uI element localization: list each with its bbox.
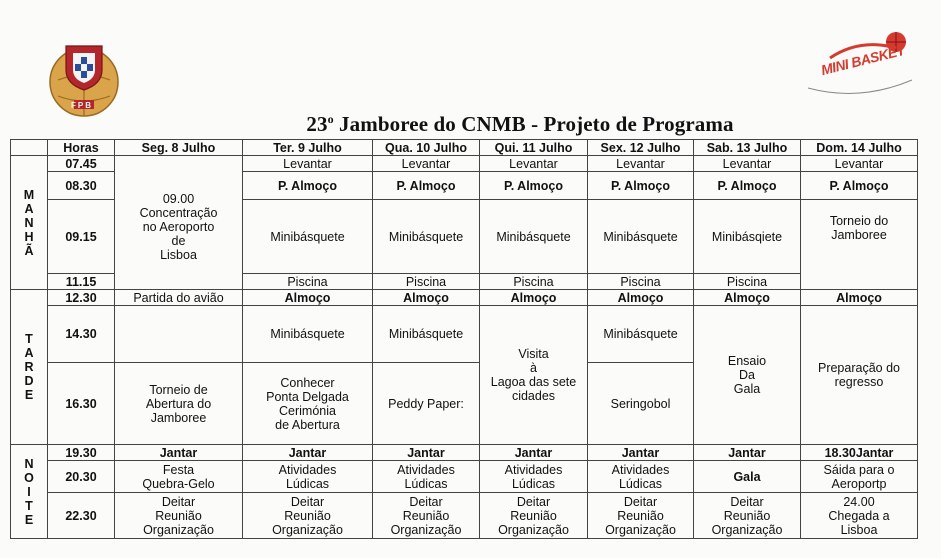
hour-cell: 14.30 bbox=[48, 306, 115, 363]
hour-cell: 22.30 bbox=[48, 493, 115, 539]
cell: Almoço bbox=[588, 290, 694, 306]
table-row bbox=[11, 306, 918, 363]
cell-seg-morning: 09.00 Concentração no Aeroporto de Lisboa bbox=[115, 156, 243, 290]
cell-preparacao: Preparação do regresso bbox=[801, 306, 918, 445]
cell: Almoço bbox=[480, 290, 588, 306]
cell: Almoço bbox=[694, 290, 801, 306]
cell: Piscina bbox=[694, 274, 801, 290]
cell: Deitar Reunião Organização bbox=[373, 493, 480, 539]
hour-cell: 20.30 bbox=[48, 461, 115, 493]
cell-conhecer: Conhecer Ponta Delgada Cerimónia de Abertura bbox=[243, 363, 373, 445]
cell: P. Almoço bbox=[588, 172, 694, 200]
table-row bbox=[11, 156, 918, 172]
cell-empty bbox=[115, 306, 243, 363]
cell-ensaio: Ensaio Da Gala bbox=[694, 306, 801, 445]
hour-cell: 08.30 bbox=[48, 172, 115, 200]
period-tarde bbox=[11, 290, 48, 445]
cell: Levantar bbox=[588, 156, 694, 172]
cell: Deitar Reunião Organização bbox=[588, 493, 694, 539]
period-label-manha: M A N H Ã bbox=[23, 187, 35, 258]
cell: Almoço bbox=[243, 290, 373, 306]
cell: P. Almoço bbox=[480, 172, 588, 200]
table-row bbox=[11, 493, 918, 539]
period-header-empty bbox=[11, 140, 48, 156]
cell: Minibásquete bbox=[373, 200, 480, 274]
cell: Seringobol bbox=[588, 363, 694, 445]
header-ter: Ter. 9 Julho bbox=[243, 140, 373, 156]
hour-cell: 07.45 bbox=[48, 156, 115, 172]
header-seg: Seg. 8 Julho bbox=[115, 140, 243, 156]
cell: Jantar bbox=[115, 445, 243, 461]
hour-cell: 19.30 bbox=[48, 445, 115, 461]
hour-cell: 12.30 bbox=[48, 290, 115, 306]
table-row bbox=[11, 290, 918, 306]
header-qui: Qui. 11 Julho bbox=[480, 140, 588, 156]
cell: Atividades Lúdicas bbox=[243, 461, 373, 493]
header-qua: Qua. 10 Julho bbox=[373, 140, 480, 156]
table-row bbox=[11, 461, 918, 493]
cell: Piscina bbox=[373, 274, 480, 290]
cell: P. Almoço bbox=[801, 172, 918, 200]
cell: Minibásquete bbox=[588, 200, 694, 274]
cell: Levantar bbox=[480, 156, 588, 172]
table-row bbox=[11, 445, 918, 461]
cell: Piscina bbox=[243, 274, 373, 290]
header-sex: Sex. 12 Julho bbox=[588, 140, 694, 156]
period-manha bbox=[11, 156, 48, 290]
cell: Peddy Paper: bbox=[373, 363, 480, 445]
cell: Sáida para o Aeroportp bbox=[801, 461, 918, 493]
cell: Almoço bbox=[373, 290, 480, 306]
cell: Levantar bbox=[694, 156, 801, 172]
cell: Festa Quebra-Gelo bbox=[115, 461, 243, 493]
cell: P. Almoço bbox=[373, 172, 480, 200]
cell: Atividades Lúdicas bbox=[480, 461, 588, 493]
fpb-logo-text: FPB bbox=[71, 101, 93, 110]
cell: Minibásquete bbox=[373, 306, 480, 363]
cell: Deitar Reunião Organização bbox=[694, 493, 801, 539]
period-noite bbox=[11, 445, 48, 539]
program-table bbox=[10, 139, 918, 539]
period-label-noite: N O I T E bbox=[24, 456, 34, 527]
cell: Jantar bbox=[243, 445, 373, 461]
cell: Piscina bbox=[480, 274, 588, 290]
cell: Jantar bbox=[588, 445, 694, 461]
period-label-tarde: T A R D E bbox=[24, 332, 34, 402]
cell: Deitar Reunião Organização bbox=[243, 493, 373, 539]
cell: Minibásquete bbox=[480, 200, 588, 274]
minibasket-logo-text: MINI BASKET bbox=[819, 41, 907, 79]
cell: Minibásquete bbox=[243, 200, 373, 274]
header-dom: Dom. 14 Julho bbox=[801, 140, 918, 156]
cell: Deitar Reunião Organização bbox=[115, 493, 243, 539]
cell-torneio-abertura: Torneio de Abertura do Jamboree bbox=[115, 363, 243, 445]
hour-cell: 11.15 bbox=[48, 274, 115, 290]
cell: Piscina bbox=[588, 274, 694, 290]
cell: Minibásqiete bbox=[694, 200, 801, 274]
cell: Atividades Lúdicas bbox=[588, 461, 694, 493]
cell-visita: Visita à Lagoa das sete cidades bbox=[480, 306, 588, 445]
cell: Partida do avião bbox=[115, 290, 243, 306]
cell: Jantar bbox=[694, 445, 801, 461]
hour-cell: 16.30 bbox=[48, 363, 115, 445]
cell: Atividades Lúdicas bbox=[373, 461, 480, 493]
cell: Almoço bbox=[801, 290, 918, 306]
hour-cell: 09.15 bbox=[48, 200, 115, 274]
cell: Minibásquete bbox=[243, 306, 373, 363]
header-sab: Sab. 13 Julho bbox=[694, 140, 801, 156]
cell: P. Almoço bbox=[694, 172, 801, 200]
page-title: 23$^o$ Jamboree do CNMB - Projeto de Programa bbox=[306, 112, 734, 136]
cell: 24.00 Chegada a Lisboa bbox=[801, 493, 918, 539]
cell: P. Almoço bbox=[243, 172, 373, 200]
cell: Deitar Reunião Organização bbox=[480, 493, 588, 539]
cell-torneio-jamboree: Torneio do Jamboree bbox=[801, 200, 918, 290]
cell: Levantar bbox=[801, 156, 918, 172]
cell: Gala bbox=[694, 461, 801, 493]
header-horas: Horas bbox=[48, 140, 115, 156]
cell: Jantar bbox=[480, 445, 588, 461]
cell: Levantar bbox=[243, 156, 373, 172]
cell: Minibásquete bbox=[588, 306, 694, 363]
cell: Levantar bbox=[373, 156, 480, 172]
cell: 18.30Jantar bbox=[801, 445, 918, 461]
cell: Jantar bbox=[373, 445, 480, 461]
